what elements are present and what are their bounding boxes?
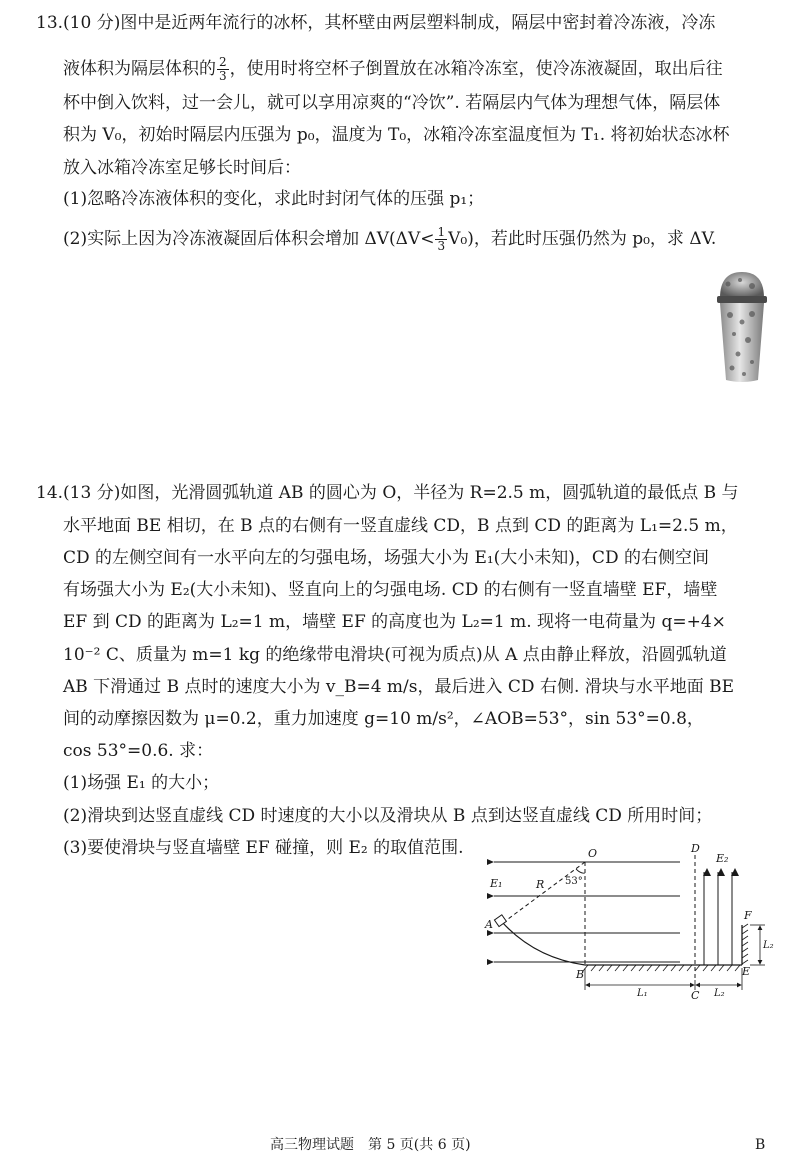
q13-line-2b: ，使用时将空杯子倒置放在冰箱冷冻室，使冷冻液凝固，取出后往	[229, 59, 723, 79]
angle-arc	[576, 869, 585, 873]
fraction-two-thirds	[217, 56, 229, 83]
radius-oa-line	[504, 862, 585, 922]
label-e2: E₂	[716, 852, 729, 865]
q14-part-3: (3)要使滑块与竖直墙壁 EF 碰撞，则 E₂ 的取值范围.	[63, 838, 464, 858]
q14-line-9: cos 53°=0.6. 求：	[63, 741, 214, 761]
ice-cup-illustration	[712, 270, 772, 385]
page-footer: 高三物理试题 第 5 页(共 6 页)	[270, 1137, 471, 1153]
construction-lines	[504, 855, 695, 980]
fraction-denominator: 3	[437, 239, 446, 253]
cup-body	[720, 303, 764, 382]
label-l2-side: L₂	[763, 940, 774, 951]
q14-part-2: (2)滑块到达竖直虚线 CD 时速度的大小以及滑块从 B 点到达竖直虚线 CD 所用时间；	[63, 806, 713, 826]
label-o: O	[588, 847, 598, 860]
label-e: E	[742, 965, 751, 978]
q13-part-2	[63, 226, 716, 253]
q14-line-1: 14.(13 分)如图，光滑圆弧轨道 AB 的圆心为 O，半径为 R=2.5 m，圆弧轨道的最低点 B 与	[36, 483, 739, 503]
q14-line-7: AB 下滑通过 B 点时的速度大小为 v_B=4 m/s，最后进入 CD 右侧. 滑块与水平地面 BE	[63, 677, 735, 697]
arc-track-ab	[502, 922, 585, 965]
e2-field-lines	[704, 872, 732, 965]
q14-line-2: 水平地面 BE 相切，在 B 点的右侧有一竖直虚线 CD，B 点到 CD 的距离为 L₁=2.5 m，	[63, 516, 738, 536]
label-d: D	[691, 842, 700, 855]
q13-part-1: (1)忽略冷冻液体积的变化，求此时封闭气体的压强 p₁；	[63, 189, 485, 209]
fraction-denominator: 3	[219, 69, 227, 83]
label-c: C	[691, 989, 700, 1000]
label-b: B	[576, 968, 585, 981]
q14-line-5: EF 到 CD 的距离为 L₂=1 m，墙壁 EF 的高度也为 L₂=1 m. 现将一电荷量为 q=+4×	[63, 612, 726, 632]
q13-line-2a: 液体积为隔层体积的	[63, 59, 216, 79]
label-l2-bottom: L₂	[714, 988, 725, 999]
q14-line-3: CD 的左侧空间有一水平向左的匀强电场，场强大小为 E₁(大小未知)，CD 的右侧空间	[63, 548, 709, 568]
label-r: R	[536, 878, 545, 891]
ground-hatch	[583, 965, 740, 971]
q13-part-2a: (2)实际上因为冷冻液凝固后体积会增加 ΔV(ΔV<	[63, 229, 435, 249]
label-a: A	[485, 918, 493, 931]
q13-line-1: 13.(10 分)图中是近两年流行的冰杯，其杯壁由两层塑料制成，隔层中密封着冷冻液，冷冻	[36, 13, 716, 33]
q13-line-2	[63, 56, 723, 83]
q14-part-1: (1)场强 E₁ 的大小；	[63, 773, 220, 793]
fraction-numerator: 1	[437, 225, 446, 239]
paper-version: B	[755, 1137, 766, 1153]
q13-line-5: 放入冰箱冷冻室足够长时间后：	[63, 158, 301, 178]
label-angle: 53°	[565, 876, 583, 887]
label-l1: L₁	[637, 988, 648, 999]
physics-diagram	[480, 840, 780, 1000]
fraction-numerator: 2	[219, 55, 227, 69]
q14-line-6: 10⁻² C、质量为 m=1 kg 的绝缘带电滑块(可视为质点)从 A 点由静止释放，沿圆弧轨道	[63, 645, 727, 665]
cup-lid-rim	[717, 296, 767, 303]
fraction-one-third	[435, 226, 447, 253]
q13-part-2b: V₀)，若此时压强仍然为 p₀，求 ΔV.	[448, 229, 717, 249]
dimension-bottom	[585, 968, 742, 990]
q14-line-4: 有场强大小为 E₂(大小未知)、竖直向上的匀强电场. CD 的右侧有一竖直墙壁 EF，墙壁	[63, 580, 718, 600]
wall-hatch	[742, 924, 748, 964]
e1-field-lines	[494, 862, 680, 962]
q13-line-4: 积为 V₀，初始时隔层内压强为 p₀，温度为 T₀，冰箱冷冻室温度恒为 T₁. 将初始状态冰杯	[63, 125, 730, 145]
label-f: F	[744, 909, 752, 922]
label-e1: E₁	[490, 877, 503, 890]
q14-line-8: 间的动摩擦因数为 μ=0.2，重力加速度 g=10 m/s²，∠AOB=53°，sin 53°=0.8，	[63, 709, 704, 729]
q13-line-3: 杯中倒入饮料，过一会儿，就可以享用凉爽的“冷饮”. 若隔层内气体为理想气体，隔层体	[63, 93, 721, 113]
